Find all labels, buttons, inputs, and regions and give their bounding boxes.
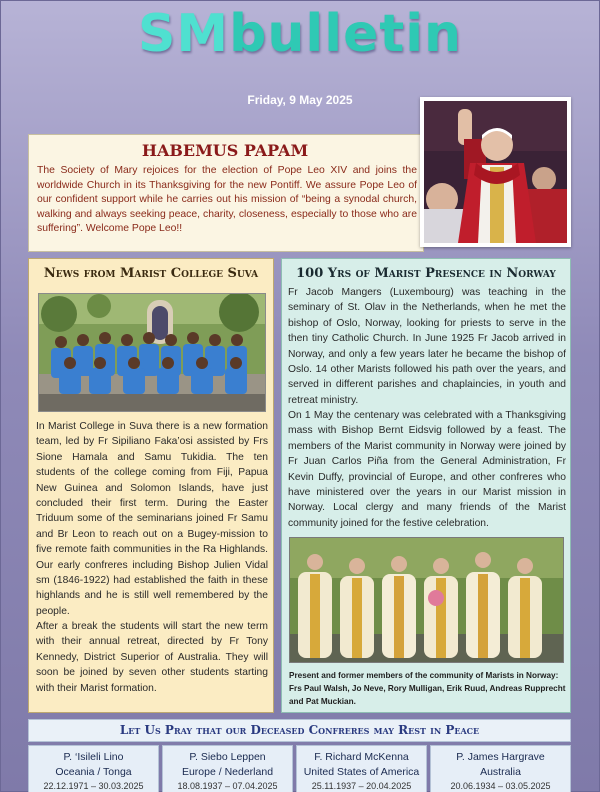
deceased-card bbox=[162, 745, 293, 792]
suva-paragraph-1: In Marist College in Suva there is a new formation team, led by Fr Sipiliano Faka’osi assisted by Frs Sione Hamala and Samu Tukidia. The ten students of the college coming from Fiji, Papua New Guinea and Solomon Islands, have just concluded their first term. During the Easter Triduum some of the seminarians joined Fr Samu and Br Leon to reach out on a Bugey-mission to five remote faith communities in the Ra Highlands. Our early confreres including Bishop Julien Vidal sm (1846-1922) had established the faith in these highlands and he is still well remembered by the people. bbox=[36, 421, 268, 617]
deceased-dates: 25.11.1937 – 20.04.2025 bbox=[311, 781, 412, 791]
papam-body: The Society of Mary rejoices for the election of Pope Leo XIV and joins the worldwide Church in its Thanksgiving for the new Pontiff. We assure Pope Leo of our confident support while he carries out his mission of “being a synodal church, walking and always seeking peace, charity, closeness, especially to those who are suffering”. Welcome Pope Leo!! bbox=[37, 165, 417, 234]
deceased-name: P. James Hargrave bbox=[456, 751, 545, 763]
deceased-name: P. ‘Isileli Lino bbox=[63, 751, 124, 763]
deceased-place: Europe / Nederland bbox=[181, 766, 274, 778]
norway-photo-art bbox=[290, 538, 563, 662]
papam-box bbox=[28, 134, 424, 252]
pope-leo-photo bbox=[420, 97, 571, 247]
deceased-card bbox=[430, 745, 571, 792]
masthead bbox=[0, 4, 600, 64]
norway-title: 100 Yrs of Marist Presence in Norway bbox=[296, 266, 556, 281]
norway-group-photo bbox=[289, 537, 564, 663]
deceased-place: Australia bbox=[480, 766, 521, 778]
pray-banner: Let Us Pray that our Deceased Confreres may Rest in Peace bbox=[28, 719, 571, 742]
deceased-card bbox=[296, 745, 427, 792]
deceased-place: United States of America bbox=[303, 766, 420, 778]
deceased-card bbox=[28, 745, 159, 792]
norway-paragraph-1: Fr Jacob Mangers (Luxembourg) was teaching in the seminary of St. Olav in the Netherlands, when he met the bishop of Oslo, Norway, looking for priests to serve in the then tiny Catholic Church. In June 1925 Fr Jacob arrived in Norway, and only a few years later he became the bishop of Oslo. 14 other Marists followed his path over the years, and served in different parishes and chaplaincies, in youth and retreat ministry. bbox=[288, 287, 566, 406]
suva-section bbox=[28, 258, 274, 713]
deceased-name: P. Siebo Leppen bbox=[189, 751, 266, 763]
norway-section bbox=[281, 258, 571, 713]
papam-title: HABEMUS PAPAM bbox=[141, 141, 309, 160]
pope-photo-art bbox=[424, 101, 567, 243]
norway-photo-caption: Present and former members of the community of Marists in Norway: Frs Paul Walsh, Jo Neve, Rory Mulligan, Erik Ruud, Andreas Rupprecht and Pat Muckian. bbox=[289, 671, 566, 706]
suva-group-photo bbox=[38, 293, 266, 412]
deceased-name: F. Richard McKenna bbox=[314, 751, 409, 763]
deceased-dates: 20.06.1934 – 03.05.2025 bbox=[450, 781, 551, 791]
issue-date: Friday, 9 May 2025 bbox=[247, 93, 353, 107]
masthead-bulletin: bulletin bbox=[229, 4, 463, 64]
deceased-place: Oceania / Tonga bbox=[55, 766, 132, 778]
deceased-dates: 18.08.1937 – 07.04.2025 bbox=[177, 781, 278, 791]
suva-paragraph-2: After a break the students will start the new term with their annual retreat, directed by Fr Tony Kennedy, District Superior of Australia. They will soon be joined by seven other students starting with their Marist formation. bbox=[36, 621, 268, 694]
suva-title: News from Marist College Suva bbox=[43, 266, 259, 281]
suva-photo-art bbox=[39, 294, 265, 411]
deceased-dates: 22.12.1971 – 30.03.2025 bbox=[43, 781, 144, 791]
norway-paragraph-2: On 1 May the centenary was celebrated with a Thanksgiving mass with Bishop Bernt Eidsvig followed by a feast. The members of the Marist community in Norway were joined by Fr Juan Carlos Piña from the General Administration, Fr Kevin Duffy, provincial of Europe, and other confreres who have ministered over the years in our Marist mission in Norway. Local clergy and many friends of the Marist community joined for the festive celebration. bbox=[288, 410, 566, 529]
masthead-sm: SM bbox=[137, 4, 230, 64]
